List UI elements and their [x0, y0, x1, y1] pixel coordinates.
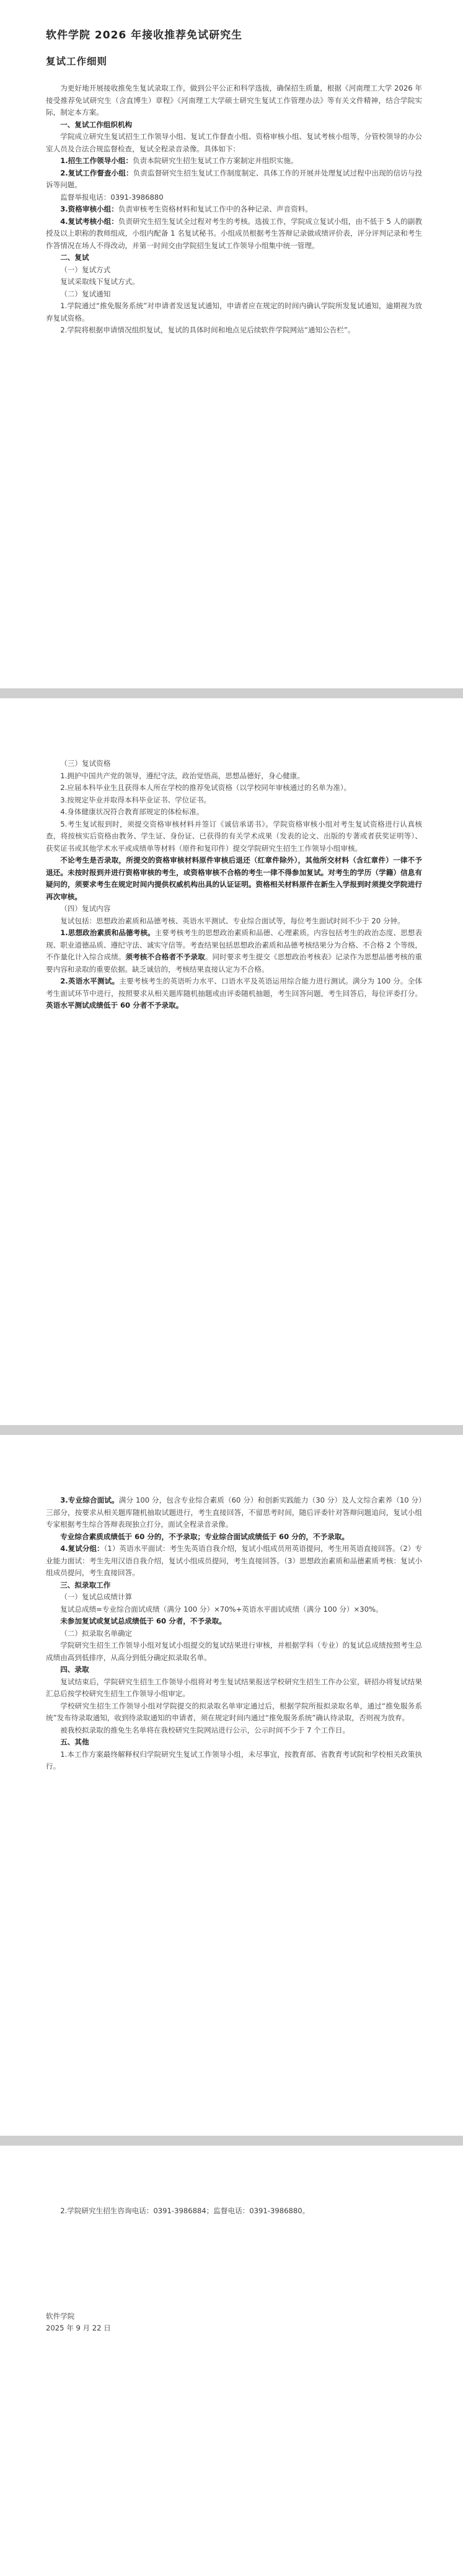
supervision-phone: 监督举报电话：0391-3986880 [60, 192, 164, 202]
page-separator [0, 1425, 463, 1435]
document-page-3 [0, 1435, 463, 2136]
document-title: 软件学院 2026 年接收推荐免试研究生 [46, 29, 243, 42]
content-item-4: 4.复试分组：（1）英语水平面试：考生先英语自我介绍，复试小组成员用英语提问，考生用英语直接回答。（2）专业能力面试：考生先用汉语自我介绍，复试小组成员提问，考生直接回答。（3）思想政治素质和品德素质考核：复试小组成员提问，考生直接回答。 [46, 1544, 422, 1577]
content-overview: 复试包括：思想政治素质和品德考核、英语水平测试、专业综合面试等，每位考生面试时间不少于 20 分钟。 [60, 916, 405, 925]
qualification-item-3: 3.按规定毕业并取得本科毕业证书、学位证书。 [60, 795, 211, 804]
intro-paragraph: 为更好地开展接收推免生复试录取工作，做到公平公正和科学选拔，确保招生质量，根据《河南理工大学 2026 年接受推荐免试研究生（含直博生）章程》《河南理工大学硕士研究生复试工作管理办法》等有关文件精神，结合学院实际，制定本方案。 [46, 84, 422, 117]
document-subtitle: 复试工作细则 [46, 55, 108, 67]
section-heading-4: 四、录取 [60, 1665, 89, 1674]
content-item-3-rule: 专业综合素质成绩低于 60 分的，不予录取；专业综合面试成绩低于 60 分的，不予录取。 [60, 1532, 349, 1541]
subheading-notice: （二）复试通知 [60, 289, 111, 298]
subheading-method: （一）复试方式 [60, 265, 111, 274]
document-page-4 [0, 2146, 463, 2576]
section-heading-3: 三、拟录取工作 [60, 1580, 111, 1589]
section-1-paragraph: 学院成立研究生复试招生工作领导小组、复试工作督查小组、资格审核小组、复试考核小组等，分管校领导的办公室人员及合法合规监督检查，复试全程录音录像。具体如下： [46, 132, 422, 153]
org-item-3: 3.资格审核小组：负责审核考生资格材料和复试工作中的各种记录、声音资料。 [60, 205, 312, 213]
document-page-1 [0, 0, 463, 688]
content-item-2: 2.英语水平测试。主要考核考生的英语听力水平、口语水平及英语运用综合能力进行测试。满分为 100 分。全体考生面试环节中进行，按照要求从相关题库随机抽题或由评委随机抽题，考生回答问题，考生回答后，每位评委打分。英语水平测试成绩低于 60 分者不予录取。 [46, 977, 422, 1010]
notice-item-2: 2.学院将根据申请情况组织复试，复试的具体时间和地点见后续软件学院网站“通知公告栏”。 [60, 326, 355, 334]
qualification-item-2: 2.应届本科毕业生且获得本人所在学校的推荐免试资格（以学校同年审核通过的名单为准）。 [60, 783, 351, 792]
score-formula: 复试总成绩=专业综合面试成绩（满分 100 分）×70%+英语水平面试成绩（满分 100 分）×30%。 [60, 1604, 383, 1614]
section-heading-2: 二、复试 [60, 253, 89, 262]
page-4-content [46, 2205, 422, 2335]
content-item-1: 1.思想政治素质和品德考核。主要考核考生的思想政治素质和品德、心理素质。内容包括考生的政治态度、思想表现、职业道德品质、遵纪守法、诚实守信等。考查结果包括思想政治素质和品德考核结果分为合格、不合格 2 个等级，不作量化计入综合成绩。须考核不合格者不予录取。同时要求考生提交《思想政治考核表》记录作为思想品德考核的重要内容和录取的重要依据。缺乏诚信的，考核结果直接认定为不合格。 [46, 928, 422, 974]
admission-list-text: 学院研究生招生工作领导小组对复试小组提交的复试结果进行审核，并根据学科（专业）的复试总成绩按照考生总成绩由高到低排序，从高分到低分确定拟录取名单。 [46, 1641, 422, 1662]
content-item-3: 3.专业综合面试。满分 100 分，包含专业综合素质（60 分）和创新实践能力（30 分）及人文综合素养（10 分）三部分，按要求从相关题库随机抽取试题进行，考生直接回答，不留思考时间，随后评委针对答辩问题追问，复试小组专家根据考生综合答辩表现独立打分，面试全程录音录像。 [46, 1496, 422, 1529]
page-1-content [46, 26, 422, 337]
section-heading-1: 一、复试工作组织机构 [60, 120, 133, 129]
subheading-admission-list: （二）拟录取名单确定 [60, 1628, 133, 1638]
document-page-2 [0, 698, 463, 1425]
admission-paragraph-2: 学校研究生招生工作领导小组对学院提交的拟录取名单审定通过后，根据学院所报拟录取名单，通过“推免服务系统”发布待录取通知，收到待录取通知的申请者，须在规定时间内通过“推免服务系统”确认待录取，否则视为放弃。 [46, 1701, 422, 1722]
other-item-2: 2.学院研究生招生咨询电话：0391-3986884；监督电话：0391-3986880。 [60, 2206, 310, 2215]
section-heading-5: 五、其他 [60, 1738, 89, 1746]
other-item-1: 1.本工作方案最终解释权归学院研究生复试工作领导小组，未尽事宜，按教育部、省教育考试院和学校相关政策执行。 [46, 1749, 422, 1770]
qualification-item-4: 4.身体健康状况符合教育部规定的体检标准。 [60, 807, 204, 816]
notice-item-1: 1.学院通过“推免服务系统”对申请者发送复试通知，申请者应在规定的时间内确认学院所发复试通知，逾期视为放弃复试资格。 [46, 301, 422, 322]
signature-org: 软件学院 [46, 2311, 75, 2321]
method-text: 复试采取线下复试方式。 [60, 277, 139, 286]
page-3-content [46, 1495, 422, 1773]
page-separator [0, 688, 463, 698]
admission-paragraph-3: 被我校拟录取的推免生名单将在我校研究生院网站进行公示，公示时间不少于 7 个工作日。 [60, 1725, 350, 1734]
subheading-content: （四）复试内容 [60, 904, 111, 913]
org-item-2: 2.复试工作督查小组：负责监督研究生招生复试工作制度制定、具体工作的开展并处理复试过程中出现的信访与投诉等问题。 [46, 168, 422, 189]
qualification-warning: 不论考生是否录取，所提交的资格审核材料原件审核后退还（红章件除外），其他所交材料（含红章件）一律不予退还。未按时报到并进行资格审核的考生，或资格审核不合格的考生一律不得参加复试。对考生的学历（学籍）信息有疑问的，须要求考生在规定时间内提供权威机构出具的认证证明。资格相关材料原件在新生入学报到时须提交学院进行再次审核。 [46, 856, 422, 901]
org-item-4: 4.复试考核小组：负责研究生招生复试全过程对考生的考核。选拔工作，学院成立复试小组，由不低于 5 人的副教授及以上职称的教师组成，小组内配备 1 名复试秘书。小组成员根据考生答辩记录做成绩评价表，评分评判记录和考生作答情况在场人不得改动，并第一时间交由学院招生复试工作领导小组集中统一管理。 [46, 216, 422, 250]
page-2-content [46, 758, 422, 1012]
qualification-item-5: 5.考生复试报到时，须提交资格审核材料并签订《诚信承诺书》。学院资格审核小组对考生复试资格进行认真核查，将按核实后资格由教务、学生证、身份证、已获得的有关学术成果（发表的论文、出版的专著或者获奖证明等）、获奖证书或其他学术水平或成绩单等材料（原件和复印件）提交学院研究生招生工作领导小组审核。 [46, 819, 422, 853]
org-item-1: 1.招生工作领导小组：负责本院研究生招生复试工作方案制定并组织实施。 [60, 156, 298, 165]
signature-date: 2025 年 9 月 22 日 [46, 2324, 111, 2332]
admission-paragraph-1: 复试结束后，学院研究生招生工作领导小组将对考生复试结果报送学校研究生招生工作办公室，研招办将复试结果汇总后按学校研究生招生工作领导小组审定。 [46, 1677, 422, 1698]
subheading-qualification: （三）复试资格 [60, 759, 111, 768]
page-separator [0, 2136, 463, 2146]
score-rule: 未参加复试或复试总成绩低于 60 分者，不予录取。 [60, 1617, 226, 1625]
subheading-total-score: （一）复试总成绩计算 [60, 1592, 133, 1601]
qualification-item-1: 1.拥护中国共产党的领导，遵纪守法，政治觉悟高，思想品德好，身心健康。 [60, 771, 304, 780]
